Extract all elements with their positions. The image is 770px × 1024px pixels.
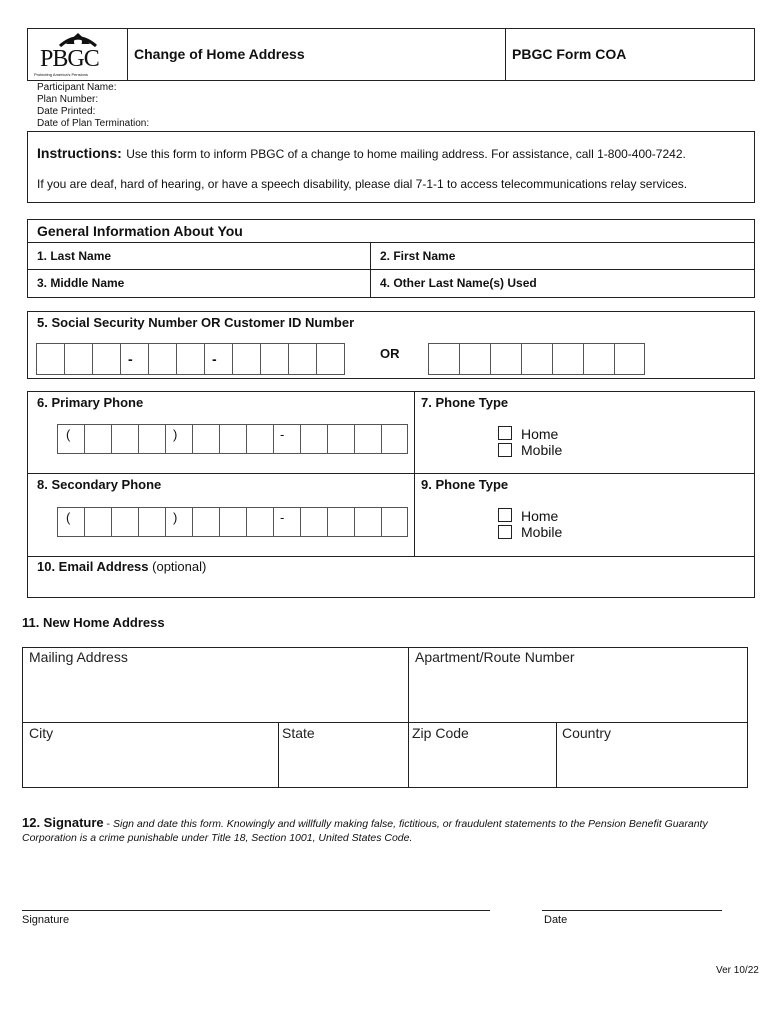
page-title: Change of Home Address [134, 46, 305, 62]
date-line[interactable] [542, 910, 722, 911]
customer-id-input[interactable] [428, 343, 645, 375]
address-col-2 [278, 722, 279, 788]
signature-line[interactable] [22, 910, 490, 911]
form-name: PBGC Form COA [512, 46, 627, 62]
ssn-label: 5. Social Security Number OR Customer ID Number [37, 315, 355, 330]
secondary-phone-label: 8. Secondary Phone [37, 477, 162, 492]
plan-number-label: Plan Number: [37, 94, 99, 105]
email-field[interactable] [37, 559, 206, 574]
primary-dash: - [280, 427, 285, 442]
phones-row-line [27, 473, 755, 474]
logo-text: PBGC [40, 46, 99, 72]
primary-close-paren: ) [173, 427, 178, 442]
general-info-heading: General Information About You [37, 223, 243, 239]
logo-divider [127, 28, 128, 81]
phone9-home-checkbox[interactable] [498, 508, 512, 522]
general-row-line-1 [27, 242, 755, 243]
signature-text: Sign and date this form. Knowingly and willfully making false, fictitious, or fraudulent statements to the Pension Benefit Guaranty Corporation is a crime punishable under Title 18, Section 1001, United States Code. [22, 818, 708, 844]
address-row-line [22, 722, 748, 723]
last-name-field[interactable]: 1. Last Name [37, 249, 112, 263]
signature-heading: 12. Signature [22, 815, 104, 830]
email-label: 10. Email Address [37, 559, 149, 574]
instructions-text: Use this form to inform PBGC of a change to home mailing address. For assistance, call 1-800-400-7242. [126, 147, 686, 161]
phone9-home-label: Home [521, 508, 559, 524]
phone7-home-checkbox[interactable] [498, 426, 512, 440]
phone9-mobile-checkbox[interactable] [498, 525, 512, 539]
apartment-field[interactable]: Apartment/Route Number [415, 649, 575, 665]
general-row-line-2 [27, 269, 755, 270]
address-col-1 [408, 647, 409, 788]
version-label: Ver 10/22 [716, 965, 759, 976]
instructions-heading: Instructions: [37, 145, 122, 161]
signature-label: Signature [22, 914, 70, 926]
city-field[interactable]: City [29, 725, 54, 741]
ssn-dash-2: - [212, 351, 217, 367]
secondary-dash: - [280, 510, 285, 525]
ssn-or-label: OR [380, 346, 400, 361]
state-field[interactable]: State [282, 725, 315, 741]
phone9-mobile-label: Mobile [521, 524, 563, 540]
form-name-divider [505, 28, 506, 81]
address-box [22, 647, 748, 788]
ssn-input[interactable] [36, 343, 346, 375]
phone-type-9-label: 9. Phone Type [421, 477, 509, 492]
primary-phone-label: 6. Primary Phone [37, 395, 144, 410]
ssn-dash-1: - [128, 351, 133, 367]
email-optional: (optional) [152, 559, 207, 574]
instructions-line [37, 145, 686, 163]
logo-tagline: Protecting America's Pensions [34, 72, 88, 77]
secondary-close-paren: ) [173, 510, 178, 525]
instructions-box [27, 131, 755, 203]
phone-type-7-label: 7. Phone Type [421, 395, 509, 410]
phones-row-line-2 [27, 556, 755, 557]
first-name-field[interactable]: 2. First Name [380, 249, 456, 263]
other-last-name-field[interactable]: 4. Other Last Name(s) Used [380, 276, 537, 290]
date-label: Date [544, 914, 568, 926]
phones-col-divider [414, 391, 415, 556]
relay-text: If you are deaf, hard of hearing, or have a speech disability, please dial 7-1-1 to access telecommunications relay services. [37, 177, 688, 191]
address-col-3 [556, 722, 557, 788]
mailing-address-field[interactable]: Mailing Address [29, 649, 128, 665]
phone7-mobile-label: Mobile [521, 442, 563, 458]
general-col-divider [370, 242, 371, 298]
secondary-phone-input[interactable] [57, 507, 408, 537]
signature-dash: - [103, 818, 113, 830]
date-printed-label: Date Printed: [37, 106, 96, 117]
address-heading: 11. New Home Address [22, 615, 165, 630]
phone7-home-label: Home [521, 426, 559, 442]
termination-date-label: Date of Plan Termination: [37, 118, 150, 129]
country-field[interactable]: Country [562, 725, 612, 741]
primary-phone-input[interactable] [57, 424, 408, 454]
primary-open-paren: ( [66, 427, 71, 442]
signature-paragraph [22, 816, 742, 845]
middle-name-field[interactable]: 3. Middle Name [37, 276, 125, 290]
zip-field[interactable]: Zip Code [412, 725, 469, 741]
secondary-open-paren: ( [66, 510, 71, 525]
phone7-mobile-checkbox[interactable] [498, 443, 512, 457]
participant-name-label: Participant Name: [37, 82, 117, 93]
participant-block [37, 82, 149, 130]
